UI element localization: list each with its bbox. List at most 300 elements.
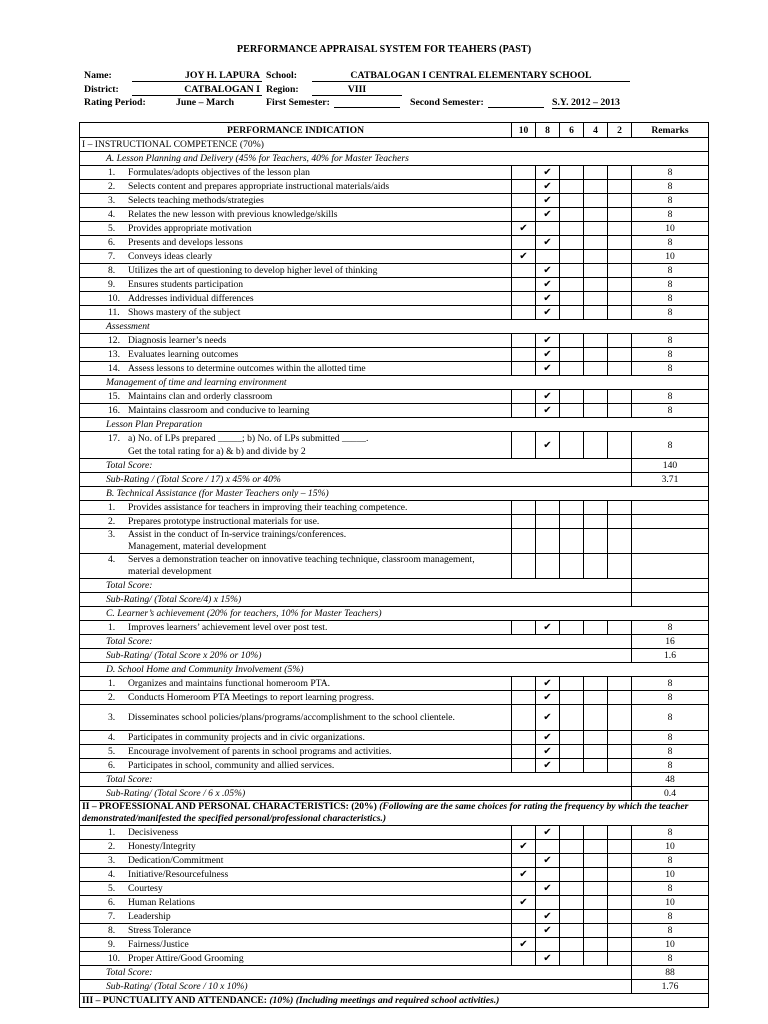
table-row bbox=[80, 924, 709, 938]
indicator-cell bbox=[80, 896, 512, 910]
indicator-cell bbox=[80, 404, 512, 418]
item-number: 5. bbox=[108, 746, 116, 757]
table-row bbox=[80, 180, 709, 194]
item-text bbox=[128, 515, 509, 528]
item-text-line: Organizes and maintains functional homeroom PTA. bbox=[128, 678, 331, 689]
section-2-sub-rating bbox=[80, 980, 709, 994]
col-rating-6: 6 bbox=[560, 123, 584, 138]
item-text bbox=[128, 882, 509, 895]
item-text bbox=[128, 292, 509, 305]
indicator-cell bbox=[80, 868, 512, 882]
rating-10-cell bbox=[512, 854, 536, 868]
rating-2-cell bbox=[608, 677, 632, 691]
item-number: 10. bbox=[108, 293, 120, 304]
remarks-cell bbox=[632, 515, 709, 529]
rating-10-cell bbox=[512, 621, 536, 635]
rating-4-cell bbox=[584, 840, 608, 854]
table-row bbox=[80, 745, 709, 759]
item-number: 11. bbox=[108, 307, 120, 318]
indicator-cell bbox=[80, 840, 512, 854]
rating-2-cell bbox=[608, 390, 632, 404]
section-2-heading-cell bbox=[80, 801, 709, 826]
item-text-line: Formulates/adopts objectives of the lesson plan bbox=[128, 167, 310, 178]
section-c-sub-rating bbox=[80, 649, 709, 663]
item-number: 1. bbox=[108, 167, 116, 178]
section-d-heading-cell: D. School Home and Community Involvement (5%) bbox=[80, 663, 709, 677]
item-text bbox=[128, 166, 509, 179]
rating-10-cell bbox=[512, 390, 536, 404]
item-text bbox=[128, 924, 509, 937]
header-info bbox=[84, 70, 684, 114]
item-text bbox=[128, 250, 509, 263]
item-number: 5. bbox=[108, 883, 116, 894]
rating-2-cell bbox=[608, 306, 632, 320]
rating-10-cell bbox=[512, 166, 536, 180]
remarks-cell: 8 bbox=[632, 292, 709, 306]
rating-6-cell bbox=[560, 404, 584, 418]
rating-8-cell bbox=[536, 222, 560, 236]
remarks-cell: 10 bbox=[632, 938, 709, 952]
section-a-heading-cell: A. Lesson Planning and Delivery (45% for Teachers, 40% for Master Teachers bbox=[80, 152, 709, 166]
remarks-cell bbox=[632, 501, 709, 515]
indicator-cell bbox=[80, 278, 512, 292]
rating-10-cell bbox=[512, 705, 536, 731]
rating-6-cell bbox=[560, 924, 584, 938]
rating-4-cell bbox=[584, 362, 608, 376]
indicator-cell bbox=[80, 621, 512, 635]
item-text-line: Shows mastery of the subject bbox=[128, 307, 241, 318]
section-a-sub-rating bbox=[80, 473, 709, 487]
check-mark-icon: ✔ bbox=[543, 911, 552, 922]
check-mark-icon: ✔ bbox=[519, 869, 528, 880]
rating-6-cell bbox=[560, 250, 584, 264]
rating-8-cell bbox=[536, 515, 560, 529]
rating-6-cell bbox=[560, 222, 584, 236]
rating-10-cell bbox=[512, 264, 536, 278]
indicator-cell bbox=[80, 952, 512, 966]
school-value: CATBALOGAN I CENTRAL ELEMENTARY SCHOOL bbox=[312, 70, 630, 82]
table-row bbox=[80, 432, 709, 459]
check-mark-icon: ✔ bbox=[543, 181, 552, 192]
rating-10-cell bbox=[512, 677, 536, 691]
check-mark-icon: ✔ bbox=[543, 855, 552, 866]
rating-6-cell bbox=[560, 501, 584, 515]
rating-8-cell bbox=[536, 264, 560, 278]
rating-2-cell bbox=[608, 868, 632, 882]
name-label: Name: bbox=[84, 70, 112, 81]
rating-2-cell bbox=[608, 938, 632, 952]
remarks-cell bbox=[632, 554, 709, 579]
rating-6-cell bbox=[560, 334, 584, 348]
section-c-total-score-value: 16 bbox=[632, 635, 709, 649]
table-row bbox=[80, 236, 709, 250]
item-number: 7. bbox=[108, 251, 116, 262]
remarks-cell: 8 bbox=[632, 745, 709, 759]
item-number: 5. bbox=[108, 223, 116, 234]
district-value: CATBALOGAN I bbox=[132, 84, 262, 96]
rating-4-cell bbox=[584, 348, 608, 362]
rating-8-cell bbox=[536, 208, 560, 222]
section-2-total-score-value: 88 bbox=[632, 966, 709, 980]
item-text bbox=[128, 529, 509, 553]
remarks-cell: 10 bbox=[632, 896, 709, 910]
rating-4-cell bbox=[584, 264, 608, 278]
rating-2-cell bbox=[608, 432, 632, 459]
section-b-heading-cell: B. Technical Assistance (for Master Teachers only – 15%) bbox=[80, 487, 709, 501]
item-text-line: Diagnosis learner’s needs bbox=[128, 335, 227, 346]
assessment-heading-cell: Assessment bbox=[80, 320, 709, 334]
item-text bbox=[128, 759, 509, 772]
rating-10-cell bbox=[512, 896, 536, 910]
item-text bbox=[128, 404, 509, 417]
section-b-total-score-label: Total Score: bbox=[80, 579, 632, 593]
item-text-line: Disseminates school policies/plans/programs/accomplishment to the school clientele. bbox=[128, 712, 455, 723]
rating-4-cell bbox=[584, 882, 608, 896]
remarks-cell: 8 bbox=[632, 166, 709, 180]
indicator-cell bbox=[80, 854, 512, 868]
item-text: Improves learners’ achievement level over post test. bbox=[128, 622, 328, 633]
rating-2-cell bbox=[608, 404, 632, 418]
table-row bbox=[80, 278, 709, 292]
rating-6-cell bbox=[560, 166, 584, 180]
rating-8-cell bbox=[536, 745, 560, 759]
item-number: 6. bbox=[108, 760, 116, 771]
rating-10-cell bbox=[512, 938, 536, 952]
rating-6-cell bbox=[560, 952, 584, 966]
table-row bbox=[80, 826, 709, 840]
section-2-sub-rating-value: 1.76 bbox=[632, 980, 709, 994]
item-text bbox=[128, 194, 509, 207]
check-mark-icon: ✔ bbox=[519, 939, 528, 950]
section-c-total-score bbox=[80, 635, 709, 649]
rating-6-cell bbox=[560, 515, 584, 529]
rating-2-cell bbox=[608, 334, 632, 348]
item-text bbox=[128, 432, 509, 458]
item-number: 1. bbox=[108, 678, 116, 689]
item-text-line: Serves a demonstration teacher on innovative teaching technique, classroom management, bbox=[128, 554, 475, 565]
item-text-line: Dedication/Commitment bbox=[128, 855, 224, 866]
item-text-line: Stress Tolerance bbox=[128, 925, 191, 936]
item-text bbox=[128, 910, 509, 923]
item-text-line: a) No. of LPs prepared _____; b) No. of LPs submitted _____. bbox=[128, 433, 369, 444]
col-rating-2: 2 bbox=[608, 123, 632, 138]
rating-2-cell bbox=[608, 621, 632, 635]
rating-6-cell bbox=[560, 938, 584, 952]
item-number: 4. bbox=[108, 554, 116, 565]
section-2-total-score bbox=[80, 966, 709, 980]
item-text-line: Utilizes the art of questioning to develop higher level of thinking bbox=[128, 265, 378, 276]
item-number: 1. bbox=[108, 502, 116, 513]
section-a-total-score-value: 140 bbox=[632, 459, 709, 473]
rating-6-cell bbox=[560, 180, 584, 194]
rating-6-cell bbox=[560, 677, 584, 691]
rating-2-cell bbox=[608, 348, 632, 362]
item-text bbox=[128, 306, 509, 319]
item-text-line: Get the total rating for a) & b) and divide by 2 bbox=[128, 446, 306, 457]
remarks-cell: 8 bbox=[632, 621, 709, 635]
check-mark-icon: ✔ bbox=[519, 251, 528, 262]
remarks-cell: 8 bbox=[632, 952, 709, 966]
rating-4-cell bbox=[584, 180, 608, 194]
remarks-cell: 8 bbox=[632, 705, 709, 731]
table-row bbox=[80, 348, 709, 362]
item-text-line: Maintains classroom and conducive to learning bbox=[128, 405, 310, 416]
check-mark-icon: ✔ bbox=[543, 209, 552, 220]
rating-8-cell bbox=[536, 759, 560, 773]
item-text-line: Participates in school, community and allied services. bbox=[128, 760, 335, 771]
indicator-cell bbox=[80, 731, 512, 745]
item-text-line: Participates in community projects and in civic organizations. bbox=[128, 732, 365, 743]
check-mark-icon: ✔ bbox=[543, 712, 552, 723]
section-3-note: (10%) (Including meetings and required school activities.) bbox=[266, 995, 500, 1006]
first-semester-label: First Semester: bbox=[266, 97, 330, 108]
remarks-cell: 8 bbox=[632, 826, 709, 840]
item-text-line: Encourage involvement of parents in school programs and activities. bbox=[128, 746, 392, 757]
school-year: S.Y. 2012 – 2013 bbox=[552, 97, 620, 108]
item-text bbox=[128, 278, 509, 291]
remarks-cell: 8 bbox=[632, 677, 709, 691]
section-2-note: (Following are the same choices for rating the frequency by which the teacher demonstrated/manifested the specified personal/professional characteristics.) bbox=[82, 801, 689, 824]
item-text bbox=[128, 362, 509, 375]
rating-2-cell bbox=[608, 362, 632, 376]
remarks-cell: 8 bbox=[632, 910, 709, 924]
rating-10-cell bbox=[512, 910, 536, 924]
rating-8-cell bbox=[536, 924, 560, 938]
check-mark-icon: ✔ bbox=[543, 925, 552, 936]
indicator-cell bbox=[80, 432, 512, 459]
item-text bbox=[128, 691, 509, 704]
rating-8-cell bbox=[536, 731, 560, 745]
item-text bbox=[128, 711, 509, 724]
rating-4-cell bbox=[584, 705, 608, 731]
item-text bbox=[128, 180, 509, 193]
rating-10-cell bbox=[512, 529, 536, 554]
rating-8-cell bbox=[536, 334, 560, 348]
rating-10-cell bbox=[512, 731, 536, 745]
rating-6-cell bbox=[560, 264, 584, 278]
check-mark-icon: ✔ bbox=[543, 279, 552, 290]
item-text-line: Prepares prototype instructional materials for use. bbox=[128, 516, 320, 527]
section-a-heading bbox=[80, 152, 709, 166]
rating-4-cell bbox=[584, 236, 608, 250]
remarks-cell: 10 bbox=[632, 222, 709, 236]
rating-4-cell bbox=[584, 529, 608, 554]
item-text bbox=[128, 854, 509, 867]
section-c-total-score-label: Total Score: bbox=[80, 635, 632, 649]
indicator-cell bbox=[80, 334, 512, 348]
management-heading bbox=[80, 376, 709, 390]
table-row bbox=[80, 208, 709, 222]
item-number: 3. bbox=[108, 855, 116, 866]
item-number: 2. bbox=[108, 181, 116, 192]
check-mark-icon: ✔ bbox=[519, 897, 528, 908]
section-d-total-score bbox=[80, 773, 709, 787]
item-number: 17. bbox=[108, 433, 120, 444]
remarks-cell: 8 bbox=[632, 432, 709, 459]
rating-6-cell bbox=[560, 621, 584, 635]
table-row bbox=[80, 705, 709, 731]
rating-8-cell bbox=[536, 236, 560, 250]
rating-10-cell bbox=[512, 278, 536, 292]
section-a-total-score-label: Total Score: bbox=[80, 459, 632, 473]
section-3-heading-cell bbox=[80, 994, 709, 1008]
document-title: PERFORMANCE APPRAISAL SYSTEM FOR TEAHERS (PAST) bbox=[236, 44, 532, 55]
indicator-cell bbox=[80, 292, 512, 306]
rating-10-cell bbox=[512, 348, 536, 362]
rating-10-cell bbox=[512, 515, 536, 529]
item-text-line: Management, material development bbox=[128, 541, 267, 552]
check-mark-icon: ✔ bbox=[543, 307, 552, 318]
rating-2-cell bbox=[608, 731, 632, 745]
rating-10-cell bbox=[512, 501, 536, 515]
rating-4-cell bbox=[584, 731, 608, 745]
section-c-heading bbox=[80, 607, 709, 621]
section-d-sub-rating-value: 0.4 bbox=[632, 787, 709, 801]
indicator-cell bbox=[80, 390, 512, 404]
section-3-heading bbox=[80, 994, 709, 1008]
table-row bbox=[80, 840, 709, 854]
item-number: 1. bbox=[108, 622, 116, 633]
rating-4-cell bbox=[584, 278, 608, 292]
item-number: 15. bbox=[108, 391, 120, 402]
rating-2-cell bbox=[608, 854, 632, 868]
indicator-cell bbox=[80, 938, 512, 952]
rating-2-cell bbox=[608, 840, 632, 854]
section-1-heading bbox=[80, 138, 709, 152]
first-semester-value bbox=[334, 97, 400, 108]
table-row bbox=[80, 501, 709, 515]
table-row bbox=[80, 222, 709, 236]
section-b-heading bbox=[80, 487, 709, 501]
section-1-heading-cell: I – INSTRUCTIONAL COMPETENCE (70%) bbox=[80, 138, 709, 152]
item-number: 8. bbox=[108, 265, 116, 276]
table-row bbox=[80, 306, 709, 320]
rating-6-cell bbox=[560, 292, 584, 306]
item-text bbox=[128, 348, 509, 361]
table-row bbox=[80, 515, 709, 529]
rating-2-cell bbox=[608, 882, 632, 896]
remarks-cell bbox=[632, 529, 709, 554]
col-performance-indication: PERFORMANCE INDICATION bbox=[80, 123, 512, 138]
remarks-cell: 10 bbox=[632, 250, 709, 264]
check-mark-icon: ✔ bbox=[543, 293, 552, 304]
item-text-line: Decisiveness bbox=[128, 827, 179, 838]
remarks-cell: 8 bbox=[632, 854, 709, 868]
remarks-cell: 10 bbox=[632, 840, 709, 854]
rating-8-cell bbox=[536, 404, 560, 418]
rating-6-cell bbox=[560, 910, 584, 924]
item-text bbox=[128, 677, 509, 690]
check-mark-icon: ✔ bbox=[543, 746, 552, 757]
lesson-plan-heading bbox=[80, 418, 709, 432]
rating-6-cell bbox=[560, 882, 584, 896]
indicator-cell bbox=[80, 910, 512, 924]
indicator-cell bbox=[80, 759, 512, 773]
assessment-heading bbox=[80, 320, 709, 334]
rating-4-cell bbox=[584, 194, 608, 208]
section-c-sub-rating-value: 1.6 bbox=[632, 649, 709, 663]
rating-10-cell bbox=[512, 554, 536, 579]
col-remarks: Remarks bbox=[632, 123, 709, 138]
rating-2-cell bbox=[608, 759, 632, 773]
indicator-cell bbox=[80, 208, 512, 222]
indicator-cell bbox=[80, 745, 512, 759]
remarks-cell: 8 bbox=[632, 924, 709, 938]
indicator-cell bbox=[80, 501, 512, 515]
item-text-line: Proper Attire/Good Grooming bbox=[128, 953, 244, 964]
rating-2-cell bbox=[608, 166, 632, 180]
section-d-total-score-label: Total Score: bbox=[80, 773, 632, 787]
indicator-cell bbox=[80, 691, 512, 705]
rating-4-cell bbox=[584, 910, 608, 924]
table-row bbox=[80, 854, 709, 868]
indicator-cell bbox=[80, 194, 512, 208]
check-mark-icon: ✔ bbox=[543, 237, 552, 248]
rating-8-cell bbox=[536, 432, 560, 459]
rating-4-cell bbox=[584, 292, 608, 306]
item-text-line: Conducts Homeroom PTA Meetings to report learning progress. bbox=[128, 692, 374, 703]
rating-8-cell bbox=[536, 390, 560, 404]
check-mark-icon: ✔ bbox=[543, 167, 552, 178]
check-mark-icon: ✔ bbox=[543, 349, 552, 360]
item-text-line: Presents and develops lessons bbox=[128, 237, 243, 248]
rating-10-cell bbox=[512, 334, 536, 348]
rating-10-cell bbox=[512, 868, 536, 882]
indicator-cell bbox=[80, 529, 512, 554]
rating-2-cell bbox=[608, 501, 632, 515]
rating-6-cell bbox=[560, 759, 584, 773]
rating-2-cell bbox=[608, 952, 632, 966]
item-text bbox=[128, 840, 509, 853]
remarks-cell: 8 bbox=[632, 278, 709, 292]
item-text bbox=[128, 501, 509, 514]
check-mark-icon: ✔ bbox=[543, 335, 552, 346]
check-mark-icon: ✔ bbox=[543, 678, 552, 689]
rating-4-cell bbox=[584, 250, 608, 264]
section-b-sub-rating bbox=[80, 593, 709, 607]
item-text bbox=[128, 731, 509, 744]
item-number: 2. bbox=[108, 516, 116, 527]
rating-6-cell bbox=[560, 236, 584, 250]
remarks-cell: 8 bbox=[632, 759, 709, 773]
table-row bbox=[80, 292, 709, 306]
table-row bbox=[80, 334, 709, 348]
rating-6-cell bbox=[560, 432, 584, 459]
item-text bbox=[128, 952, 509, 965]
section-d-sub-rating-label: Sub-Rating/ (Total Score / 6 x .05%) bbox=[80, 787, 632, 801]
item-number: 4. bbox=[108, 209, 116, 220]
remarks-cell: 8 bbox=[632, 691, 709, 705]
item-text-line: Conveys ideas clearly bbox=[128, 251, 213, 262]
item-number: 12. bbox=[108, 335, 120, 346]
rating-4-cell bbox=[584, 868, 608, 882]
rating-4-cell bbox=[584, 222, 608, 236]
table-row bbox=[80, 691, 709, 705]
rating-8-cell bbox=[536, 348, 560, 362]
rating-4-cell bbox=[584, 334, 608, 348]
rating-4-cell bbox=[584, 896, 608, 910]
rating-8-cell bbox=[536, 621, 560, 635]
rating-6-cell bbox=[560, 529, 584, 554]
table-row bbox=[80, 731, 709, 745]
item-text-line: Maintains clan and orderly classroom bbox=[128, 391, 273, 402]
check-mark-icon: ✔ bbox=[543, 883, 552, 894]
check-mark-icon: ✔ bbox=[519, 841, 528, 852]
item-number: 2. bbox=[108, 841, 116, 852]
item-text-line: Provides appropriate motivation bbox=[128, 223, 252, 234]
rating-4-cell bbox=[584, 306, 608, 320]
rating-4-cell bbox=[584, 208, 608, 222]
